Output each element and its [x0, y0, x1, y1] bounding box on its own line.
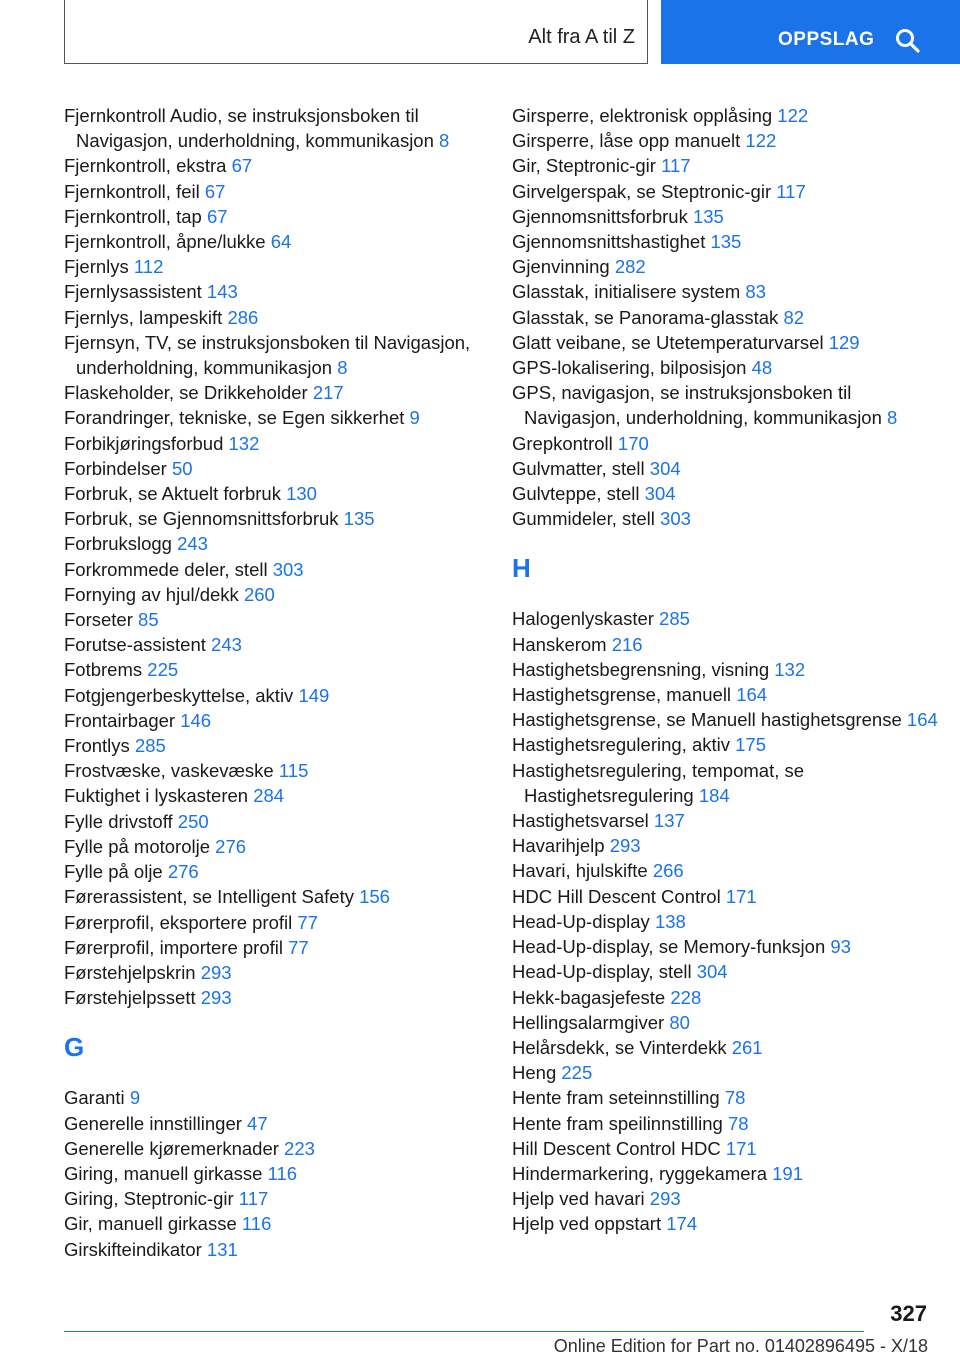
page-link[interactable]: 115: [278, 760, 309, 782]
footer-divider: [64, 1331, 864, 1332]
page-link[interactable]: 78: [727, 1112, 749, 1134]
index-entry-text: Fjernlysassistent: [64, 281, 202, 303]
page-link[interactable]: 164: [736, 684, 768, 706]
index-entry: [512, 1010, 952, 1035]
index-entry: [64, 229, 484, 254]
page-number: 327: [890, 1301, 927, 1326]
index-entry-text: Hente fram speilinnstilling: [512, 1112, 723, 1134]
index-entry: [64, 1085, 484, 1110]
index-entry-text: Hjelp ved oppstart: [512, 1213, 662, 1235]
search-icon[interactable]: [895, 28, 921, 54]
page-link[interactable]: 217: [312, 382, 344, 404]
index-entry-text: Førstehjelpskrin: [64, 961, 196, 983]
index-entry-text: Forutse-assistent: [64, 634, 206, 656]
index-entry: [512, 153, 952, 178]
index-entry-text: Garanti: [64, 1087, 125, 1109]
index-entry: [64, 103, 484, 153]
page-link[interactable]: 276: [215, 835, 247, 857]
index-entry-text: Flaskeholder, se Drikkeholder: [64, 382, 308, 404]
page-link[interactable]: 303: [272, 558, 304, 580]
index-entry-text: Head-Up-display: [512, 910, 650, 932]
index-entry-text: Halogenlyskaster: [512, 608, 654, 630]
index-entry-text: Hekk-bagasjefeste: [512, 986, 666, 1008]
page-link[interactable]: 137: [653, 810, 685, 832]
page-link[interactable]: 266: [652, 860, 684, 882]
index-entry-text: Glasstak, initialisere system: [512, 281, 741, 303]
index-entry-text: Fuktighet i lyskasteren: [64, 785, 249, 807]
index-entry-text: Hastighetsgrense, se Manuell hastighetsgrense: [512, 709, 902, 731]
index-entry: [512, 985, 952, 1010]
index-entry: [512, 380, 952, 430]
index-entry-text: Helårsdekk, se Vinterdekk: [512, 1036, 727, 1058]
index-entry-text: Førerprofil, importere profil: [64, 936, 283, 958]
page-link[interactable]: 67: [206, 205, 228, 227]
page-link[interactable]: 171: [725, 885, 757, 907]
index-entry: [64, 708, 484, 733]
index-entry-text: Glasstak, se Panorama-glasstak: [512, 306, 779, 328]
page-link[interactable]: 116: [241, 1213, 272, 1235]
footer-edition: Online Edition for Part no. 01402896495 - X/18: [553, 1336, 928, 1356]
index-entry: [64, 884, 484, 909]
page-link[interactable]: 117: [238, 1188, 269, 1210]
index-entry-text: Girsperre, elektronisk opplåsing: [512, 105, 773, 126]
index-entry-text: Fotbrems: [64, 659, 143, 681]
index-entry-text: Frostvæske, vaskevæske: [64, 760, 274, 782]
page-link[interactable]: 135: [343, 508, 375, 530]
index-entry: [64, 254, 484, 279]
page-link[interactable]: 149: [298, 684, 330, 706]
index-entry-text: Gjennomsnittsforbruk: [512, 205, 688, 227]
index-entry: [64, 910, 484, 935]
page-link[interactable]: 143: [206, 281, 238, 303]
index-entry: [512, 1035, 952, 1060]
oppslag-tab-label: OPPSLAG: [778, 29, 875, 50]
index-entry: [512, 1186, 952, 1211]
index-entry-text: HDC Hill Descent Control: [512, 885, 721, 907]
page-link[interactable]: 117: [776, 180, 806, 202]
page-link[interactable]: 8: [887, 407, 898, 429]
index-entry: [512, 632, 952, 657]
index-entry-text: Hastighetsgrense, manuell: [512, 684, 732, 706]
index-entry-text: Head-Up-display, se Memory-funksjon: [512, 936, 826, 958]
index-entry: [512, 1136, 952, 1161]
page-link[interactable]: 156: [359, 886, 390, 908]
index-entry-text: Forbrukslogg: [64, 533, 172, 555]
index-entry: [512, 732, 952, 757]
index-entry-text: Glatt veibane, se Utetemperaturvarsel: [512, 331, 824, 353]
index-entry: [512, 1111, 952, 1136]
index-entry-text: Fylle på olje: [64, 861, 163, 883]
page-link[interactable]: 8: [439, 130, 450, 152]
index-entry-text: Gir, Steptronic-gir: [512, 155, 656, 177]
index-entry-text: Hastighetsbegrensning, visning: [512, 658, 770, 680]
index-entry-text: Forbruk, se Aktuelt forbruk: [64, 483, 281, 505]
page-link[interactable]: 191: [772, 1162, 804, 1184]
index-entry: [64, 632, 484, 657]
page-link[interactable]: 135: [710, 231, 742, 253]
index-entry: [512, 355, 952, 380]
index-entry-text: GPS-lokalisering, bilposisjon: [512, 357, 747, 379]
page-link[interactable]: 116: [267, 1162, 298, 1184]
index-entry-text: Giring, Steptronic-gir: [64, 1188, 234, 1210]
page-link[interactable]: 78: [724, 1087, 746, 1109]
page-link[interactable]: 67: [204, 180, 226, 202]
page-link[interactable]: 135: [692, 205, 724, 227]
index-entry-text: Grepkontroll: [512, 432, 613, 454]
index-column-left: [64, 103, 484, 1262]
page-link[interactable]: 50: [171, 457, 193, 479]
index-entry-text: Fornying av hjul/dekk: [64, 583, 239, 605]
index-entry: [64, 809, 484, 834]
page-link[interactable]: 129: [828, 331, 860, 353]
page-link[interactable]: 260: [243, 583, 275, 605]
page-link[interactable]: 228: [670, 986, 702, 1008]
index-entry: [512, 1211, 952, 1236]
page-link[interactable]: 93: [830, 936, 851, 958]
page-link[interactable]: 276: [167, 861, 199, 883]
page-link[interactable]: 285: [659, 608, 690, 630]
index-entry: [512, 456, 952, 481]
index-entry: [512, 1060, 952, 1085]
page-link[interactable]: 282: [614, 256, 646, 278]
index-entry-text: Generelle innstillinger: [64, 1112, 242, 1134]
index-entry: [64, 1211, 484, 1236]
index-entry: [64, 657, 484, 682]
page-link[interactable]: 47: [247, 1112, 268, 1134]
page-link[interactable]: 174: [666, 1213, 698, 1235]
index-entry-text: Fjernlys, lampeskift: [64, 306, 223, 328]
index-entry-text: Gir, manuell girkasse: [64, 1213, 237, 1235]
index-entry: [512, 128, 952, 153]
index-entry: [512, 682, 952, 707]
index-entry-text: Hindermarkering, ryggekamera: [512, 1162, 767, 1184]
page-link[interactable]: 146: [180, 709, 212, 731]
index-entry-text: Hastighetsvarsel: [512, 810, 649, 832]
page-link[interactable]: 304: [649, 457, 681, 479]
page-link[interactable]: 85: [138, 609, 159, 631]
page-link[interactable]: 304: [644, 483, 676, 505]
index-entry: [64, 783, 484, 808]
index-entry: [512, 884, 952, 909]
index-entry-text: Hente fram seteinnstilling: [512, 1087, 720, 1109]
index-entry: [64, 506, 484, 531]
index-entry: [512, 758, 952, 808]
index-entry: [64, 1136, 484, 1161]
page-link[interactable]: 48: [751, 357, 773, 379]
index-entry: [512, 179, 952, 204]
index-entry: [512, 808, 952, 833]
index-entry: [64, 330, 484, 380]
index-entry-text: Fjernkontroll, ekstra: [64, 155, 227, 177]
index-entry: [64, 405, 484, 430]
index-entry-text: Hill Descent Control HDC: [512, 1137, 721, 1159]
index-entry: [64, 960, 484, 985]
index-entry: [512, 1161, 952, 1186]
index-column-right: [512, 103, 952, 1237]
section-title: Alt fra A til Z: [528, 26, 635, 48]
index-entry-text: Gjennomsnittshastighet: [512, 231, 706, 253]
page-link[interactable]: 261: [731, 1036, 763, 1058]
index-entry-text: Fotgjengerbeskyttelse, aktiv: [64, 684, 294, 706]
page-link[interactable]: 225: [147, 659, 179, 681]
page-link[interactable]: 9: [129, 1087, 141, 1109]
page-link[interactable]: 284: [253, 785, 285, 807]
page-link[interactable]: 171: [725, 1137, 757, 1159]
index-entry: [512, 279, 952, 304]
index-entry-text: Havari, hjulskifte: [512, 860, 648, 882]
index-entry-text: Hanskerom: [512, 633, 607, 655]
index-entry: [64, 380, 484, 405]
page-link[interactable]: 131: [206, 1238, 238, 1260]
page-link[interactable]: 293: [200, 987, 232, 1009]
index-entry: [64, 153, 484, 178]
page-link[interactable]: 132: [774, 658, 806, 680]
index-entry-text: Gummideler, stell: [512, 508, 655, 530]
index-entry: [512, 657, 952, 682]
index-entry-text: Fjernkontroll Audio, se instruksjonsboken til Navigasjon, underholdning, kommunikasjon: [64, 105, 434, 152]
index-entry: [64, 531, 484, 556]
page-link[interactable]: 243: [177, 533, 208, 555]
page-link[interactable]: 293: [649, 1188, 681, 1210]
index-entry-text: Gulvteppe, stell: [512, 483, 640, 505]
index-entry: [512, 707, 952, 732]
index-entry: [512, 305, 952, 330]
index-entry-text: Havarihjelp: [512, 835, 605, 857]
index-entry-text: Hastighetsregulering, aktiv: [512, 734, 730, 756]
index-entry-text: Fylle drivstoff: [64, 810, 173, 832]
page-link[interactable]: 285: [134, 735, 166, 757]
page-link[interactable]: 64: [270, 231, 292, 253]
page-link[interactable]: 223: [284, 1137, 315, 1159]
index-entry: [64, 733, 484, 758]
page-link[interactable]: 67: [231, 155, 253, 177]
page-link[interactable]: 225: [561, 1062, 593, 1084]
index-entry: [64, 758, 484, 783]
index-entry-text: Head-Up-display, stell: [512, 961, 692, 983]
index-entry-text: Giring, manuell girkasse: [64, 1162, 263, 1184]
oppslag-tab[interactable]: [661, 0, 960, 64]
index-entry-text: Girvelgerspak, se Steptronic-gir: [512, 180, 772, 202]
page-link[interactable]: 175: [735, 734, 767, 756]
index-entry: [64, 834, 484, 859]
index-entry-text: Gulvmatter, stell: [512, 457, 645, 479]
index-entry: [64, 179, 484, 204]
index-entry: [64, 1237, 484, 1262]
page-link[interactable]: 293: [200, 961, 232, 983]
index-entry-text: Fjernkontroll, åpne/lukke: [64, 231, 266, 253]
index-entry: [64, 305, 484, 330]
index-entry: [64, 481, 484, 506]
index-entry-text: Heng: [512, 1062, 557, 1084]
index-entry: [64, 582, 484, 607]
page-link[interactable]: 9: [409, 407, 420, 429]
page-link[interactable]: 304: [696, 961, 728, 983]
index-entry: [64, 557, 484, 582]
index-entry-text: Hellingsalarmgiver: [512, 1011, 665, 1033]
index-entry-text: Førstehjelpssett: [64, 987, 196, 1009]
index-entry: [512, 909, 952, 934]
index-letter-heading: H: [512, 553, 531, 584]
page-link[interactable]: 122: [745, 130, 777, 152]
index-entry-text: Frontairbager: [64, 709, 176, 731]
index-entry-text: Fjernkontroll, feil: [64, 180, 200, 202]
page-link[interactable]: 170: [617, 432, 649, 454]
index-entry: [64, 683, 484, 708]
page-link[interactable]: 303: [660, 508, 691, 530]
index-entry: [512, 204, 952, 229]
page-link[interactable]: 82: [783, 306, 805, 328]
page-link[interactable]: 77: [297, 911, 318, 933]
index-entry-text: Hjelp ved havari: [512, 1188, 645, 1210]
index-entry-text: Forkrommede deler, stell: [64, 558, 268, 580]
index-entry: [512, 959, 952, 984]
index-entry: [512, 934, 952, 959]
page-link[interactable]: 138: [654, 910, 686, 932]
index-entry-text: Forbikjøringsforbud: [64, 432, 224, 454]
index-entry: [512, 858, 952, 883]
page-link[interactable]: 112: [133, 256, 164, 278]
page-link[interactable]: 216: [611, 633, 643, 655]
index-entry: [512, 606, 952, 631]
page-link[interactable]: 77: [288, 936, 309, 958]
index-entry-text: GPS, navigasjon, se instruksjonsboken til Navigasjon, underholdning, kommunikasjon: [512, 382, 882, 429]
index-entry-text: Girskifteindikator: [64, 1238, 202, 1260]
index-entry-text: Forandringer, tekniske, se Egen sikkerhet: [64, 407, 405, 429]
page-link[interactable]: 184: [698, 784, 730, 806]
index-entry: [64, 935, 484, 960]
index-entry: [64, 204, 484, 229]
index-entry-text: Førerprofil, eksportere profil: [64, 911, 293, 933]
page-link[interactable]: 250: [177, 810, 209, 832]
index-entry-text: Fjernlys: [64, 256, 129, 278]
index-entry: [64, 1111, 484, 1136]
index-entry: [512, 431, 952, 456]
page-link[interactable]: 243: [211, 634, 242, 656]
page-link[interactable]: 132: [228, 432, 260, 454]
index-entry: [512, 254, 952, 279]
index-entry: [64, 456, 484, 481]
index-entry: [512, 1085, 952, 1110]
index-entry-text: Førerassistent, se Intelligent Safety: [64, 886, 354, 908]
index-entry: [512, 481, 952, 506]
index-entry: [64, 859, 484, 884]
page-link[interactable]: 164: [906, 709, 938, 731]
index-entry: [64, 431, 484, 456]
page-link[interactable]: 286: [227, 306, 259, 328]
page-link[interactable]: 83: [745, 281, 766, 303]
index-entry-text: Hastighetsregulering, tempomat, se Hastighetsregulering: [512, 759, 805, 806]
index-entry: [64, 279, 484, 304]
page-link[interactable]: 80: [669, 1011, 690, 1033]
index-entry-text: Generelle kjøremerknader: [64, 1137, 279, 1159]
page-link[interactable]: 293: [609, 835, 641, 857]
index-entry-text: Fjernsyn, TV, se instruksjonsboken til Navigasjon, underholdning, kommunikasjon: [64, 331, 471, 379]
index-entry: [64, 1186, 484, 1211]
index-entry: [512, 330, 952, 355]
page-link[interactable]: 8: [337, 357, 348, 379]
index-entry: [512, 103, 952, 128]
index-entry: [512, 506, 952, 531]
index-entry-text: Frontlys: [64, 735, 130, 757]
index-entry: [512, 229, 952, 254]
index-entry: [64, 985, 484, 1010]
index-entry-text: Fjernkontroll, tap: [64, 205, 202, 227]
index-letter-heading: G: [64, 1032, 85, 1063]
page-link[interactable]: 130: [286, 483, 317, 505]
header-section-box: [64, 0, 648, 64]
index-entry-text: Forseter: [64, 609, 133, 631]
page-link[interactable]: 117: [661, 155, 691, 177]
index-entry-text: Girsperre, låse opp manuelt: [512, 130, 741, 152]
index-entry-text: Forbindelser: [64, 457, 167, 479]
index-entry: [64, 607, 484, 632]
index-entry-text: Forbruk, se Gjennomsnittsforbruk: [64, 508, 339, 530]
index-entry: [64, 1161, 484, 1186]
index-entry-text: Gjenvinning: [512, 256, 610, 278]
index-entry-text: Fylle på motorolje: [64, 835, 211, 857]
page-link[interactable]: 122: [777, 105, 809, 126]
index-entry: [512, 833, 952, 858]
